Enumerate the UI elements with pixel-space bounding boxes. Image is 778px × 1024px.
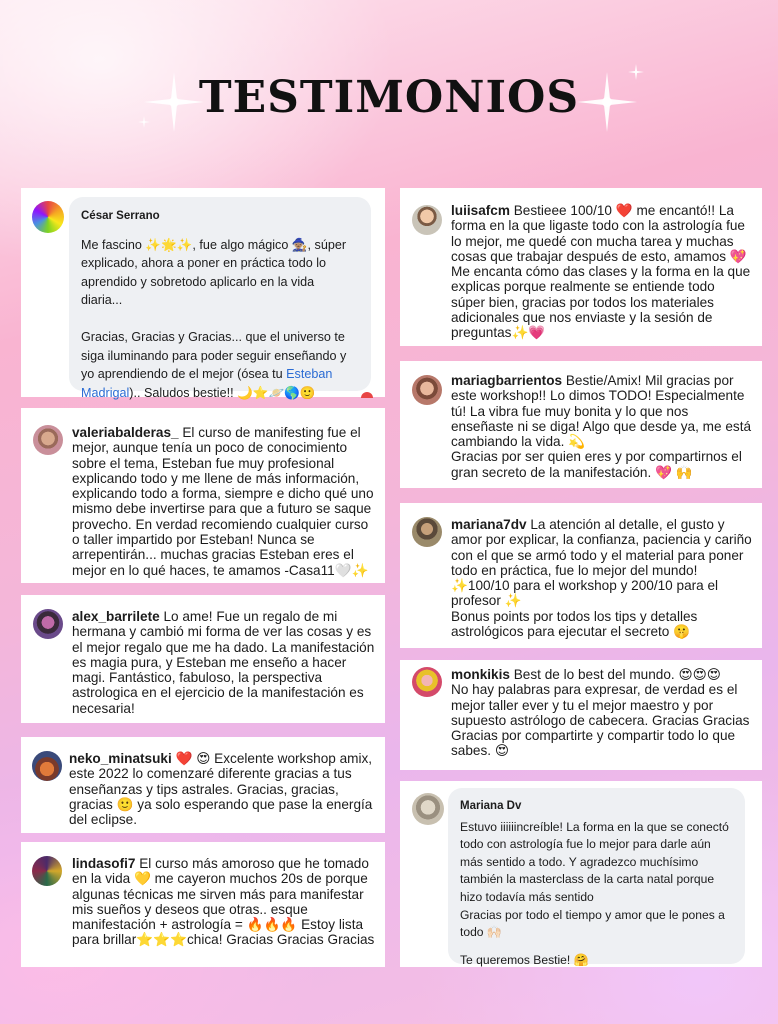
testimonial-card-mariana7dv bbox=[400, 503, 762, 648]
avatar bbox=[32, 751, 62, 781]
avatar bbox=[412, 517, 442, 547]
testimonial-text: Bestieee 100/10 ❤️ me encantó!! La forma en la que ligaste todo con la astrología fue lo mejor, me quedé con mucha tarea y muchas cosas que trabajar después de esto, amamos 💖 Me encanta cómo das clases y la forma en la que explicas porque realmente se entiende todo súper bien, gracias por todos los materiales adicionales que nos enviaste y la sesión de preguntas✨💗 bbox=[451, 203, 751, 341]
comment-bubble bbox=[69, 197, 371, 400]
comment-bubble bbox=[448, 788, 745, 967]
testimonial-card-monkikis bbox=[400, 660, 762, 770]
commenter-name: Mariana Dv bbox=[460, 800, 522, 812]
testimonial-card-mariag bbox=[400, 361, 762, 488]
username: neko_minatsuki bbox=[69, 751, 172, 766]
testimonial-card-luiisafcm bbox=[400, 188, 762, 346]
testimonial-text: La atención al detalle, el gusto y amor por explicar, la confianza, paciencia y cariño con el que se armó todo y el material para poner todo en práctica, fue lo mejor del mundo! ✨100/10 para el workshop y 200/10 para el profesor ✨ Bonus points por todos los tips y detalles astrológicos para ejecutar el secreto 🤫 bbox=[451, 517, 752, 640]
testimonial-body bbox=[72, 425, 375, 578]
testimonial-body bbox=[72, 609, 375, 716]
mention-link[interactable]: Esteban Madrigal bbox=[81, 367, 333, 400]
avatar bbox=[33, 609, 63, 639]
username: valeriabalderas_ bbox=[72, 425, 179, 440]
username: mariagbarrientos bbox=[451, 373, 563, 388]
comment-text: Me fascino ✨🌟✨, fue algo mágico 🧙🏽, súper explicado, ahora a poner en práctica todo lo aprendido y sobretodo aplicarlo en la vida diaria... bbox=[81, 237, 347, 308]
testimonial-card-marianadv bbox=[400, 781, 762, 967]
avatar bbox=[32, 201, 64, 233]
avatar bbox=[412, 205, 442, 235]
avatar bbox=[412, 667, 442, 697]
username: mariana7dv bbox=[451, 517, 527, 532]
testimonial-text: El curso más amoroso que he tomado en la vida 💛 me cayeron muchos 20s de porque algunas técnicas me sirven más para manifestar mis sueños y deseos que otras.. esque manifestación + astrología = 🔥🔥🔥 Estoy lista para brillar⭐⭐⭐chica! Gracias Gracias Gracias bbox=[72, 856, 375, 948]
username: alex_barrilete bbox=[72, 609, 160, 624]
comment-text-part: ).. Saludos bestie!! 🌙⭐🪐🌎🙂 bbox=[129, 385, 316, 400]
avatar bbox=[412, 793, 444, 825]
username: lindasofi7 bbox=[72, 856, 136, 871]
testimonial-text: El curso de manifesting fue el mejor, aunque tenía un poco de conocimiento sobre el tema, Esteban fue muy profesional explicando todo y me llene de más información, explicando todo a forma, siempre e dicho qué uno mismo debe invertirse para que a futuro se saque provecho. En verdad recomiendo cualquier curso o taller impartido por Esteban! Nunca se arrepentirán... muchas gracias Esteban eres el mejor en lo qué haces, te amamos -Casa11🤍✨ bbox=[72, 425, 374, 578]
page-title: TESTIMONIOS bbox=[198, 72, 580, 123]
testimonial-body bbox=[69, 751, 375, 827]
testimonial-card-alex bbox=[21, 595, 385, 723]
testimonial-body bbox=[451, 667, 752, 759]
comment-text: Estuvo iiiiiincreíble! La forma en la que se conectó todo con astrología fue lo mejor para darle aún más sentido a todo. Y agradezco muchísimo también la masterclass de la carta natal porque hizo todavía más sentido Gracias por todo el tiempo y amor que le pones a todo 🙌🏻 bbox=[460, 819, 729, 940]
username: monkikis bbox=[451, 667, 510, 682]
testimonial-text: Bestie/Amix! Mil gracias por este workshop!! Lo dimos TODO! Especialmente tú! La vibra fue muy bonita y lo que nos enseñaste ni se diga! Algo que desde ya, me está cambiando la vida. 💫 Gracias por ser quien eres y por compartirnos el gran secreto de la manifestación. 💖 🙌 bbox=[451, 373, 752, 480]
avatar bbox=[32, 856, 62, 886]
testimonial-text: ❤️ 😍 Excelente workshop amix, este 2022 lo comenzaré diferente gracias a tus enseñanzas y tips astrales. Gracias, gracias, gracias 🙂 ya solo esperando que pase la energía del eclipse. bbox=[69, 751, 373, 828]
comment-text bbox=[81, 328, 357, 402]
testimonial-text: Lo ame! Fue un regalo de mi hermana y cambió mi forma de ver las cosas y es el mejor regalo que me ha dado. La manifestación es magia pura, y Esteban me enseño a hacer magi. Fantástico, fabuloso, la perspectiva astrologica en el ejercicio de la manifestación es necesaria! bbox=[72, 609, 375, 716]
username: luiisafcm bbox=[451, 203, 510, 218]
comment-text-part: Gracias, Gracias y Gracias... que el universo te siga iluminando para poder seguir enseñando y yo aprendiendo de el mejor (ósea tu bbox=[81, 329, 347, 382]
comment-text: Te queremos Bestie! 🤗 bbox=[460, 952, 589, 967]
testimonial-body bbox=[451, 517, 752, 639]
testimonial-body bbox=[451, 373, 752, 480]
testimonial-body bbox=[451, 203, 752, 341]
avatar bbox=[33, 425, 63, 455]
testimonial-body bbox=[72, 856, 375, 948]
testimonial-card-valeria bbox=[21, 408, 385, 583]
avatar bbox=[412, 375, 442, 405]
testimonial-card-lindasofi bbox=[21, 842, 385, 967]
testimonial-text: Best de lo best del mundo. 😍😍😍 No hay palabras para expresar, de verdad es el mejor taller ever y tu el mejor maestro y por supuesto astrólogo de cabecera. Gracias Gracias Gracias por compartirte y compartir todo lo que sabes. 😍 bbox=[451, 667, 750, 759]
commenter-name: César Serrano bbox=[81, 210, 160, 222]
reaction-icon bbox=[361, 392, 373, 398]
testimonial-card-neko bbox=[21, 737, 385, 833]
testimonial-card-cesar bbox=[21, 188, 385, 400]
